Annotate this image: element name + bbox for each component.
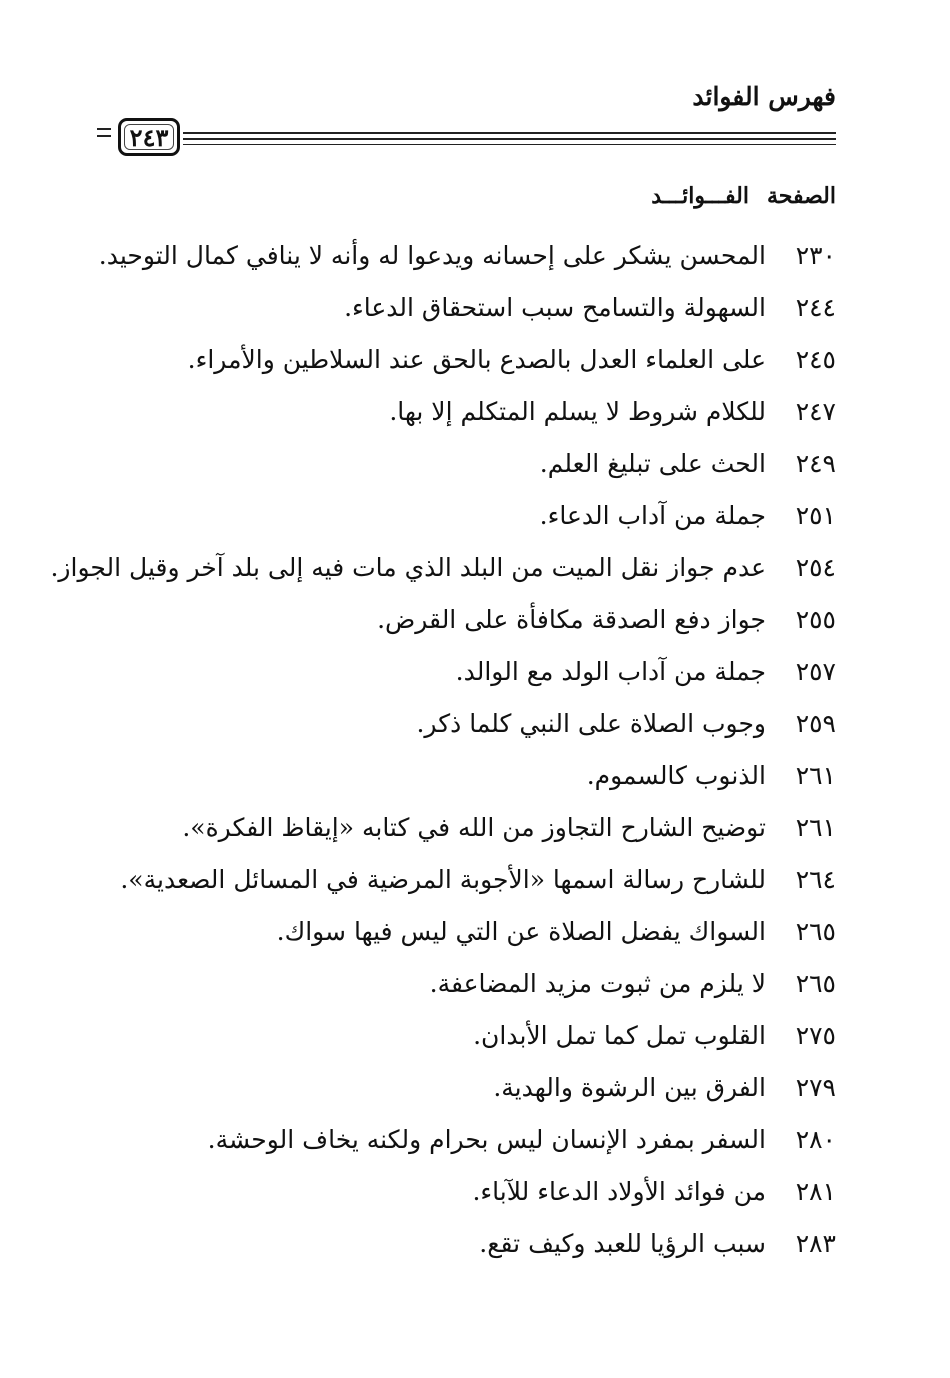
index-entry <box>60 854 836 906</box>
entry-page: ٢٦٥ <box>795 969 836 998</box>
index-list <box>50 230 836 1270</box>
entry-text: الذنوب كالسموم. <box>586 761 766 790</box>
index-entry <box>60 1166 836 1218</box>
index-entry <box>60 1218 836 1270</box>
entry-page: ٢٤٥ <box>795 345 836 374</box>
entry-page: ٢٧٥ <box>795 1021 836 1050</box>
column-page-label: الصفحة <box>766 183 836 209</box>
index-entry <box>60 1114 836 1166</box>
entry-page: ٢٨٠ <box>795 1125 836 1154</box>
entry-page: ٢٦١ <box>795 813 836 842</box>
index-entry <box>60 230 836 282</box>
entry-text: من فوائد الأولاد الدعاء للآباء. <box>472 1177 766 1206</box>
index-entry <box>60 646 836 698</box>
rule-end-mark <box>97 126 111 136</box>
index-entry <box>60 698 836 750</box>
index-entry <box>60 958 836 1010</box>
index-entry <box>60 906 836 958</box>
entry-page: ٢٣٠ <box>795 241 836 270</box>
entry-page: ٢٨٣ <box>795 1229 836 1258</box>
entry-page: ٢٧٩ <box>795 1073 836 1102</box>
entry-page: ٢٥٥ <box>795 605 836 634</box>
page-number: ٢٤٣ <box>118 118 180 156</box>
entry-text: على العلماء العدل بالصدع بالحق عند السلاطين والأمراء. <box>187 345 766 374</box>
entry-text: وجوب الصلاة على النبي كلما ذكر. <box>416 709 766 738</box>
entry-text: الحث على تبليغ العلم. <box>539 449 766 478</box>
entry-page: ٢٦٤ <box>795 865 836 894</box>
entry-text: عدم جواز نقل الميت من البلد الذي مات فيه إلى بلد آخر وقيل الجواز. <box>50 553 766 582</box>
entry-page: ٢٥٩ <box>795 709 836 738</box>
entry-text: القلوب تمل كما تمل الأبدان. <box>473 1021 766 1050</box>
entry-text: للكلام شروط لا يسلم المتكلم إلا بها. <box>389 397 766 426</box>
entry-text: السواك يفضل الصلاة عن التي ليس فيها سواك. <box>276 917 766 946</box>
column-header <box>651 183 836 209</box>
entry-text: السهولة والتسامح سبب استحقاق الدعاء. <box>344 293 766 322</box>
entry-text: المحسن يشكر على إحسانه ويدعوا له وأنه لا ينافي كمال التوحيد. <box>98 241 766 270</box>
entry-text: جواز دفع الصدقة مكافأة على القرض. <box>377 605 766 634</box>
entry-text: السفر بمفرد الإنسان ليس بحرام ولكنه يخاف الوحشة. <box>207 1125 766 1154</box>
entry-page: ٢٥١ <box>795 501 836 530</box>
entry-page: ٢٤٩ <box>795 449 836 478</box>
index-entry <box>60 1010 836 1062</box>
entry-text: توضيح الشارح التجاوز من الله في كتابه «إيقاظ الفكرة». <box>182 813 766 842</box>
index-entry <box>60 802 836 854</box>
entry-text: سبب الرؤيا للعبد وكيف تقع. <box>479 1229 766 1258</box>
index-entry <box>60 282 836 334</box>
index-entry <box>60 594 836 646</box>
index-entry <box>60 490 836 542</box>
running-title: فهرس الفوائد <box>692 82 836 111</box>
entry-page: ٢٤٧ <box>795 397 836 426</box>
index-entry <box>60 1062 836 1114</box>
entry-text: جملة من آداب الولد مع الوالد. <box>455 657 766 686</box>
index-entry <box>60 386 836 438</box>
entry-text: لا يلزم من ثبوت مزيد المضاعفة. <box>429 969 766 998</box>
entry-page: ٢٤٤ <box>795 293 836 322</box>
entry-page: ٢٨١ <box>795 1177 836 1206</box>
entry-page: ٢٥٤ <box>795 553 836 582</box>
index-entry <box>60 438 836 490</box>
entry-text: للشارح رسالة اسمها «الأجوبة المرضية في المسائل الصعدية». <box>120 865 766 894</box>
index-entry <box>60 334 836 386</box>
index-entry <box>50 542 836 594</box>
entry-page: ٢٦١ <box>795 761 836 790</box>
entry-page: ٢٦٥ <box>795 917 836 946</box>
column-benefit-label: الفـــوائـــد <box>651 183 749 209</box>
entry-page: ٢٥٧ <box>795 657 836 686</box>
index-entry <box>60 750 836 802</box>
header-rule <box>183 132 836 144</box>
entry-text: جملة من آداب الدعاء. <box>539 501 766 530</box>
entry-text: الفرق بين الرشوة والهدية. <box>493 1073 766 1102</box>
